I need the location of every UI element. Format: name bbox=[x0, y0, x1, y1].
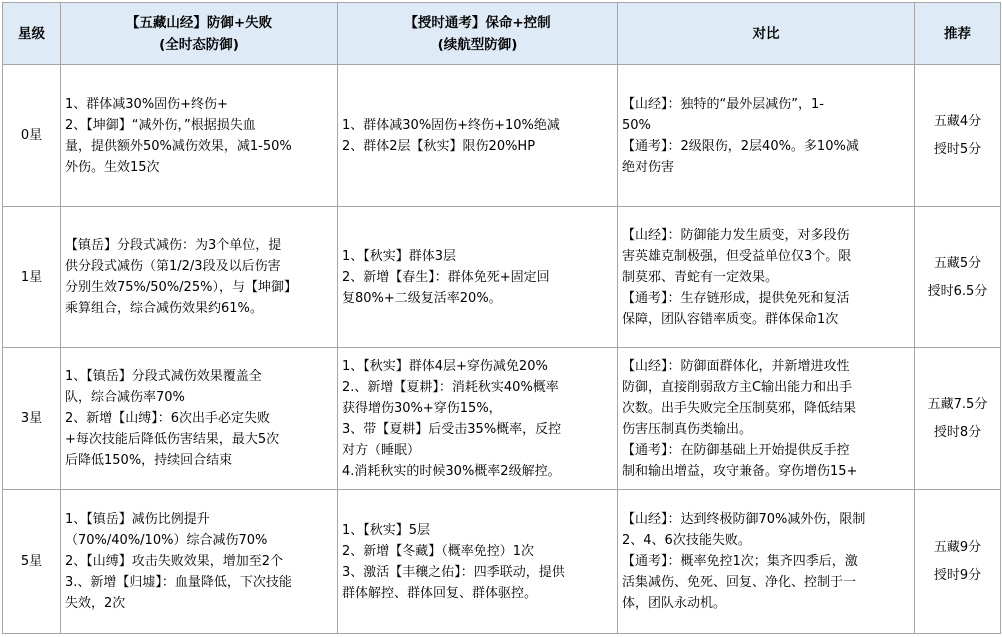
table-row bbox=[3, 348, 1001, 490]
compare-cell-line: 制和输出增益，攻守兼备。穿伤增伤15+ bbox=[622, 463, 858, 479]
header-compare: 对比 bbox=[618, 3, 915, 65]
table-row bbox=[3, 65, 1001, 207]
compare-cell-line: 【通考】：2级限伤，2层40%。多10%减 bbox=[622, 138, 859, 154]
wuzang-cell bbox=[61, 490, 338, 634]
star-level-cell: 3星 bbox=[3, 348, 61, 490]
wuzang-cell-line: 1、【镇岳】分段式减伤效果覆盖全 bbox=[65, 369, 262, 384]
wuzang-cell bbox=[61, 65, 338, 207]
header-recommend: 推荐 bbox=[915, 3, 1001, 65]
wuzang-cell bbox=[61, 207, 338, 348]
compare-cell-line: 【通考】：概率免控1次；集齐四季后，激 bbox=[622, 554, 858, 569]
wuzang-cell-line: 失效，2次 bbox=[65, 596, 126, 611]
recommend-cell-line: 五藏7.5分 bbox=[927, 397, 988, 412]
compare-cell bbox=[618, 65, 915, 207]
recommend-cell-line: 五藏5分 bbox=[933, 255, 982, 271]
wuzang-cell-line: 分别生效75%/50%/25%），与【坤御】 bbox=[65, 280, 297, 295]
wuzang-cell-line: 供分段式减伤（第1/2/3段及以后伤害 bbox=[65, 259, 281, 274]
compare-cell bbox=[618, 207, 915, 348]
wuzang-cell-line: （70%/40%/10%）综合减伤70% bbox=[65, 533, 268, 548]
compare-cell-line: 制莫邪、青蛇有一定效果。 bbox=[622, 269, 779, 285]
wuzang-cell-line: 后降低150%，持续回合结束 bbox=[65, 453, 233, 468]
wuzang-cell-line: 乘算组合，综合减伤效果约61%。 bbox=[65, 301, 263, 316]
shoushi-cell-line: 2、新增【春生】：群体免死+固定回 bbox=[342, 269, 550, 285]
compare-cell-line: 伤害压制真伤类输出。 bbox=[622, 421, 753, 437]
table-row bbox=[3, 207, 1001, 348]
recommend-cell-line: 授时8分 bbox=[933, 425, 982, 440]
shoushi-cell-line: 2、群体2层【秋实】限伤20%HP bbox=[342, 138, 536, 154]
table-row bbox=[3, 490, 1001, 634]
compare-cell bbox=[618, 348, 915, 490]
compare-cell bbox=[618, 490, 915, 634]
star-level-cell: 1星 bbox=[3, 207, 61, 348]
compare-cell-line: 【山经】：防御能力发生质变，对多段伤 bbox=[622, 227, 850, 243]
shoushi-cell-line: 获得增伤30%+穿伤15%， bbox=[342, 400, 502, 416]
wuzang-cell-line: 2、新增【山缚】：6次出手必定失败 bbox=[65, 411, 271, 426]
shoushi-cell-line: 1、群体减30%固伤+终伤+10%绝减 bbox=[342, 117, 560, 133]
wuzang-cell-line: 2、【山缚】攻击失败效果，增加至2个 bbox=[65, 554, 284, 569]
shoushi-cell bbox=[338, 490, 618, 634]
wuzang-cell-line: 量，提供额外50%减伤效果，减1-50% bbox=[65, 138, 292, 154]
shoushi-cell-line: 2、新增【冬藏】（概率免控）1次 bbox=[342, 543, 535, 559]
compare-cell-line: 【山经】：防御面群体化，并新增进攻性 bbox=[622, 358, 850, 374]
recommend-cell bbox=[915, 490, 1001, 634]
wuzang-cell-line: +每次技能后降低伤害结果，最大5次 bbox=[65, 432, 280, 447]
shoushi-cell bbox=[338, 207, 618, 348]
compare-cell-line: 保障，团队容错率质变。群体保命1次 bbox=[622, 311, 839, 327]
shoushi-cell-line: 3、激活【丰穰之佑】：四季联动，提供 bbox=[342, 564, 565, 580]
shoushi-cell bbox=[338, 348, 618, 490]
compare-cell-line: 【山经】：独特的“最外层减伤”，1- bbox=[622, 96, 824, 112]
shoushi-cell-line: 复80%+二级复活率20%。 bbox=[342, 290, 502, 306]
compare-cell-line: 体，团队永动机。 bbox=[622, 596, 727, 611]
recommend-cell bbox=[915, 207, 1001, 348]
compare-cell-line: 害英雄克制极强，但受益单位仅3个。限 bbox=[622, 248, 852, 264]
compare-cell-line: 活集减伤、免死、回复、净化、控制于一 bbox=[622, 575, 857, 590]
header-star: 星级 bbox=[3, 3, 61, 65]
shoushi-cell-line: 对方（睡眠） bbox=[342, 442, 421, 458]
shoushi-cell-line: 群体解控、群体回复、群体驱控。 bbox=[342, 585, 538, 601]
wuzang-cell bbox=[61, 348, 338, 490]
shoushi-cell bbox=[338, 65, 618, 207]
recommend-cell bbox=[915, 348, 1001, 490]
recommend-cell-line: 五藏9分 bbox=[933, 540, 982, 555]
compare-cell-line: 【通考】：生存链形成，提供免死和复活 bbox=[622, 290, 850, 306]
recommend-cell bbox=[915, 65, 1001, 207]
compare-cell-line: 防御，直接削弱敌方主C输出能力和出手 bbox=[622, 379, 853, 395]
header-row bbox=[3, 3, 1001, 65]
recommend-cell-line: 授时9分 bbox=[933, 568, 982, 583]
compare-cell-line: 2、4、6次技能失败。 bbox=[622, 533, 751, 548]
wuzang-cell-line: 1、群体减30%固伤+终伤+ bbox=[65, 96, 228, 112]
shoushi-cell-line: 4.消耗秋实的时候30%概率2级解控。 bbox=[342, 463, 561, 479]
wuzang-cell-line: 外伤。生效15次 bbox=[65, 159, 160, 175]
compare-cell-line: 【山经】：达到终极防御70%减外伤，限制 bbox=[622, 512, 866, 527]
compare-cell-line: 绝对伤害 bbox=[622, 159, 675, 175]
header-wuzang-subtitle: (全时态防御) bbox=[159, 36, 239, 53]
wuzang-cell-line: 1、【镇岳】减伤比例提升 bbox=[65, 512, 210, 527]
shoushi-cell-line: 1、【秋实】5层 bbox=[342, 522, 431, 538]
wuzang-cell-line: 2、【坤御】“减外伤，”根据损失血 bbox=[65, 117, 256, 133]
shoushi-cell-line: 3、带【夏耕】后受击35%概率，反控 bbox=[342, 421, 562, 437]
header-shoushi bbox=[338, 3, 618, 65]
header-wuzang-title: 【五藏山经】防御+失败 bbox=[125, 14, 273, 31]
wuzang-cell-line: 3.、新增【归墟】：血量降低，下次技能 bbox=[65, 575, 292, 590]
header-shoushi-title: 【授时通考】保命+控制 bbox=[404, 14, 551, 31]
recommend-cell-line: 授时5分 bbox=[933, 142, 982, 157]
wuzang-cell-line: 【镇岳】分段式减伤：为3个单位，提 bbox=[65, 238, 282, 253]
header-shoushi-subtitle: (续航型防御) bbox=[437, 36, 518, 53]
shoushi-cell-line: 2.、新增【夏耕】：消耗秋实40%概率 bbox=[342, 379, 559, 395]
comparison-table bbox=[2, 2, 1001, 634]
compare-cell-line: 50% bbox=[622, 117, 651, 133]
star-level-cell: 5星 bbox=[3, 490, 61, 634]
star-level-cell: 0星 bbox=[3, 65, 61, 207]
compare-cell-line: 【通考】：在防御基础上开始提供反手控 bbox=[622, 442, 850, 458]
shoushi-cell-line: 1、【秋实】群体4层+穿伤减免20% bbox=[342, 358, 548, 374]
wuzang-cell-line: 队，综合减伤率70% bbox=[65, 390, 185, 405]
recommend-cell-line: 五藏4分 bbox=[933, 114, 982, 129]
shoushi-cell-line: 1、【秋实】群体3层 bbox=[342, 248, 457, 264]
compare-cell-line: 次数。出手失败完全压制莫邪，降低结果 bbox=[622, 400, 857, 416]
header-wuzang bbox=[61, 3, 338, 65]
recommend-cell-line: 授时6.5分 bbox=[927, 283, 988, 299]
